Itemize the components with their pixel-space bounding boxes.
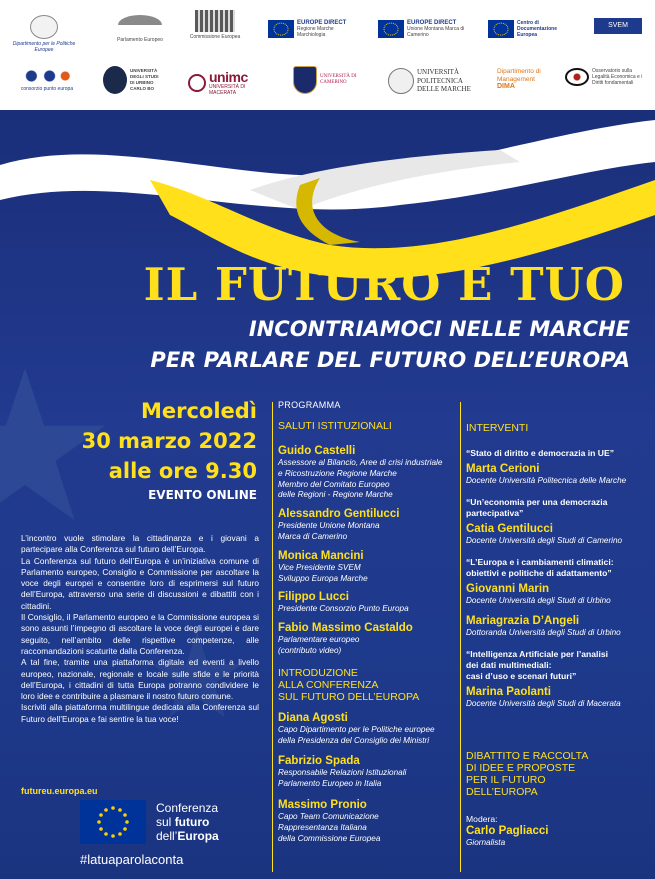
logo-label: Dipartimento per le Politiche Europee [12,41,76,53]
eu-flag-icon [488,20,514,38]
speaker-role: della Commissione Europea [278,833,381,843]
speaker-role: Parlamento Europeo in Italia [278,779,382,789]
talk-topic: “Intelligenza Artificiale per l’analisi [466,649,608,660]
intro-paragraph: Iscriviti alla piattaforma multilingue dedicata alla Conferenza sul Futuro dell’Europa e fai sentire la tua voce! [21,702,259,724]
talk-topic: “L’Europa e i cambiamenti climatici: [466,556,614,567]
conference-logo [80,800,219,844]
intro-paragraph: A tal fine, tramite una piattaforma digitale ed eventi a livello europeo, nazionale, regionale e locale sulle sfide e le priorità dell’Europa, i cittadini di tutta Europa potranno condividere le loro idee e contribuire a plasmare il nostro futuro comune. [21,657,259,702]
speaker-role: delle Regioni - Regione Marche [278,490,393,500]
logo-label: Centro di Documentazione Europea [517,20,558,38]
logo-unicam [293,66,373,94]
logo-label: EUROPE DIRECT [407,20,457,26]
speaker-name: Mariagrazia D’Angeli [466,615,580,628]
logo-consorzio-punto-europa [8,68,86,92]
speaker-role: Sviluppo Europa Marche [278,573,368,583]
speaker-block [278,754,458,790]
speaker-name: Massimo Pronio [278,798,367,811]
speaker-block [278,549,458,585]
logo-commissione-europea [185,10,245,40]
logo-label: SVEM [594,18,642,34]
talk-block [466,557,646,607]
logo-unimc [188,70,268,96]
intro-paragraph: Il Consiglio, il Parlamento europeo e la Commissione europea si sono assunti l’impegno di ascoltare la voce degli europei e dare seguito, nell’ambito delle rispettive competenze, alle raccomandazioni scaturite dalla Conferenza. [21,612,259,656]
programma-column [278,400,458,844]
logo-uniurb [103,66,173,94]
event-day: Mercoledì [140,399,257,423]
speaker-name: Catia Gentilucci [466,522,553,535]
interventi-column [466,422,646,849]
programma-label: PROGRAMMA [278,400,341,410]
speaker-name: Monica Mancini [278,549,364,562]
parliament-building-icon [118,15,162,35]
speaker-role: Assessore al Bilancio, Aree di crisi industriale [278,458,443,467]
speaker-role: Presidente Consorzio Punto Europa [278,604,409,614]
speaker-role: Responsabile Relazioni Istituzionali [278,768,407,778]
logo-label: Commissione Europea [189,34,241,40]
eu-flag-icon [378,20,404,38]
logo-sublabel: DIMA [497,83,515,90]
dibattito-heading [466,750,646,798]
speaker-role: Parlamentare europeo [278,635,360,645]
eu-flag-icon [80,800,146,844]
speaker-name: Fabio Massimo Castaldo [278,622,413,635]
speaker-role: Rappresentanza Italiana [278,822,367,832]
logo-label: UNIVERSITÀ POLITECNICA DELLE MARCHE [417,68,471,94]
osservatorio-eye-icon [565,68,589,86]
conference-name-line2a: sul [156,815,175,829]
speaker-role: Docente Università degli Studi di Macerata [466,699,621,709]
speaker-role: e Ricostruzione Regione Marche [278,468,397,478]
commission-building-icon [195,10,235,32]
dibattito-line: DIBATTITO E RACCOLTA [466,749,589,762]
speaker-role: Docente Università degli Studi di Urbino [466,595,611,605]
unicam-shield-icon [293,66,317,94]
logo-label: Parlamento Europeo [117,37,163,43]
conference-name-line1: Conferenza [156,801,219,815]
talk-topic: partecipativa” [466,507,524,518]
speaker-role: Capo Team Comunicazione [278,811,379,821]
logo-dipartimento-politiche-europee [8,15,80,53]
speaker-name: Fabrizio Spada [278,755,360,768]
unimc-seal-icon [188,74,206,92]
speaker-role: Marca di Camerino [278,531,348,541]
logo-europe-direct-camerino [378,20,473,38]
talk-block [466,497,646,547]
intro-paragraph: L’incontro vuole stimolare la cittadinanza e i giovani a partecipare alla Conferenza sul futuro dell’Europa. [21,533,259,555]
speaker-role: Membro del Comitato Europeo [278,479,390,489]
intro-heading-line: ALLA CONFERENZA [278,678,379,691]
eu-flag-icon [268,20,294,38]
talk-block [466,649,646,710]
logo-sublabel: UNIVERSITÀ DI MACERATA [209,84,246,96]
dibattito-line: DI IDEE E PROPOSTE [466,761,576,774]
logo-svem [594,18,644,34]
speaker-block [278,621,458,657]
saluti-heading: SALUTI ISTITUZIONALI [278,420,392,432]
speaker-name: Marta Cerioni [466,463,540,475]
logo-label: unimc [209,69,248,85]
intro-heading-line: INTRODUZIONE [278,666,358,679]
conference-name-line2b: futuro [174,815,210,829]
logo-parlamento-europeo [105,15,175,43]
speaker-block [278,798,458,844]
italian-emblem-icon [30,15,58,39]
logo-dima [497,68,557,90]
logo-europe-direct-marche [268,20,363,38]
speaker-name: Guido Castelli [278,445,356,457]
poster-subtitle-line1: INCONTRIAMOCI NELLE MARCHE [248,317,630,341]
event-time: alle ore 9.30 [108,459,257,483]
moderator-block [466,814,646,849]
speaker-role: Capo Dipartimento per le Politiche europee [278,724,435,734]
event-date-block [82,396,257,503]
moderator-role: Giornalista [466,837,506,847]
hashtag: #latuaparolaconta [80,852,184,867]
logo-sublabel: Regione Marche Marchiologia [297,26,334,38]
speaker-name: Alessandro Gentilucci [278,508,400,521]
talk-topic: “Stato di diritto e democrazia in UE” [466,448,615,458]
speaker-block [278,507,458,543]
speaker-role: della Presidenza del Consiglio dei Ministri [278,735,430,745]
logo-osservatorio-legalita [565,68,653,86]
moderator-label: Modera: [466,813,498,824]
logo-label: Osservatorio sulla Legalità Economica e i Diritti fondamentali [592,68,643,86]
talk-topic: obiettivi e politiche di adattamento” [466,567,612,578]
speaker-name: Giovanni Marin [466,582,550,595]
talk-block [466,448,646,487]
speaker-block [278,590,458,615]
conference-name-line3a: dell’ [156,829,178,843]
logo-label: consorzio punto europa [20,86,74,92]
column-divider [272,402,273,872]
decorative-ribbon [0,110,655,280]
logo-univpm [388,68,488,94]
moderator-name: Carlo Pagliacci [466,824,549,837]
speaker-block [278,711,458,747]
logo-label: Dipartimento di Management [497,68,541,83]
logo-sublabel: Unione Montana Marca di Camerino [407,26,465,38]
logo-centro-documentazione-europea [488,20,568,38]
speaker-role: Vice Presidente SVEM [278,562,361,572]
dibattito-line: DELL’EUROPA [466,785,538,798]
uniurb-seal-icon [103,66,127,94]
speaker-role: (contributo video) [278,645,342,655]
punto-europa-circles-icon [21,68,73,84]
talk-topic: casi d’uso e scenari futuri” [466,671,577,682]
speaker-role: Presidente Unione Montana [278,521,380,531]
event-mode: EVENTO ONLINE [148,488,257,502]
logo-label: UNIVERSITÀ DEGLI STUDI DI URBINO CARLO BO [130,68,159,91]
futureu-link[interactable]: futureu.europa.eu [21,786,98,796]
partner-logos-header [0,0,655,110]
intro-paragraph: La Conferenza sul futuro dell’Europa è un’iniziativa comune di Parlamento europeo, Consiglio e Commissione per ascoltare la voce degli europei e consentire loro di esprimersi sul futuro dell’Europa, attraverso una serie di discussioni e dibattiti con i cittadini. [21,555,259,611]
logo-label: EUROPE DIRECT [297,20,347,26]
poster-subtitle-line2: PER PARLARE DEL FUTURO DELL’EUROPA [150,348,630,372]
speaker-role: Dottoranda Università degli Studi di Urbino [466,628,621,638]
dibattito-line: PER IL FUTURO [466,773,546,786]
speaker-block [278,444,458,501]
poster-title: IL FUTURO È TUO [143,258,625,311]
interventi-heading: INTERVENTI [466,422,529,434]
intro-text [21,533,259,725]
speaker-role: Docente Università degli Studi di Camerino [466,535,623,545]
logo-label: UNIVERSITÀ DI CAMERINO [320,74,357,85]
talk-block [466,614,646,639]
talk-topic: dei dati multimediali: [466,660,552,671]
conference-name-line3b: Europa [177,829,219,843]
column-divider [460,402,461,872]
intro-section-heading [278,667,458,703]
poster-body [0,110,655,879]
event-date: 30 marzo 2022 [81,429,257,453]
speaker-name: Filippo Lucci [278,591,349,604]
intro-heading-line: SUL FUTURO DELL’EUROPA [278,690,420,703]
talk-topic: “Un’economia per una democrazia [466,496,608,507]
speaker-role: Docente Università Politecnica delle Marche [466,476,627,485]
speaker-name: Marina Paolanti [466,686,551,699]
speaker-name: Diana Agosti [278,711,348,724]
univpm-seal-icon [388,68,414,94]
